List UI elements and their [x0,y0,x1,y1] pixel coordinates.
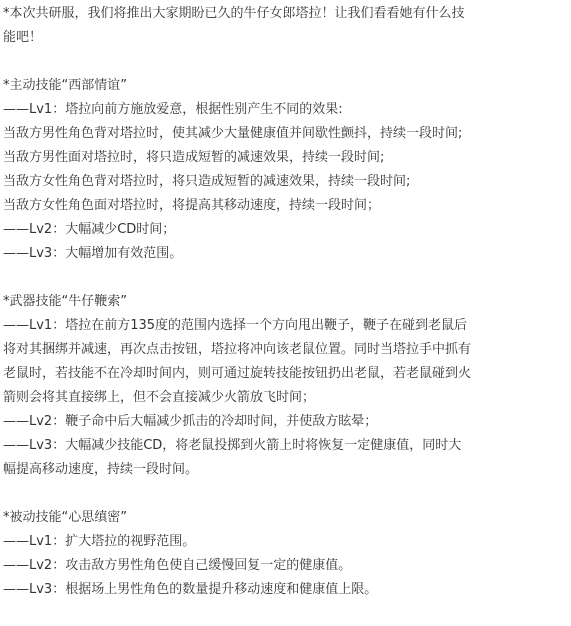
active-skill-effect-3: 当敌方女性角色背对塔拉时，将只造成短暂的减速效果，持续一段时间; [3,174,411,189]
weapon-skill-lv1-cont-3: 箭则会将其直接绑上，但不会直接减少火箭放飞时间； [3,390,316,405]
passive-skill-lv2: ——Lv2：攻击敌方男性角色使自己缓慢回复一定的健康值。 [3,558,352,573]
passive-skill-lv3: ——Lv3：根据场上男性角色的数量提升移动速度和健康值上限。 [3,582,378,597]
active-skill-effect-2: 当敌方男性面对塔拉时，将只造成短暂的减速效果，持续一段时间; [3,150,385,165]
active-skill-effect-1: 当敌方男性角色背对塔拉时，使其减少大量健康值并间歇性颤抖，持续一段时间; [3,126,463,141]
active-skill-effect-4: 当敌方女性角色面对塔拉时，将提高其移动速度，持续一段时间； [3,198,381,213]
weapon-skill-lv1-cont-2: 老鼠时，若技能不在冷却时间内，则可通过旋转技能按钮扔出老鼠，若老鼠碰到火 [3,366,472,381]
intro-line-1: *本次共研服，我们将推出大家期盼已久的牛仔女郎塔拉！让我们看看她有什么技 [3,6,465,21]
weapon-skill-lv3: ——Lv3：大幅减少技能CD，将老鼠投掷到火箭上时将恢复一定健康值，同时大 [3,438,462,453]
weapon-skill-title: *武器技能“牛仔鞭索” [3,294,127,309]
weapon-skill-lv3-cont: 幅提高移动速度，持续一段时间。 [3,462,199,477]
intro-line-2: 能吧！ [3,30,43,45]
passive-skill-lv1: ——Lv1：扩大塔拉的视野范围。 [3,534,196,549]
active-skill-lv2: ——Lv2：大幅减少CD时间； [3,222,176,237]
passive-skill-title: *被动技能“心思缜密” [3,510,127,525]
spacer [3,266,567,290]
active-skill-lv3: ——Lv3：大幅增加有效范围。 [3,246,183,261]
weapon-skill-lv1-cont-1: 将对其捆绑并减速，再次点击按钮，塔拉将冲向该老鼠位置。同时当塔拉手中抓有 [3,342,472,357]
active-skill-lv1: ——Lv1：塔拉向前方施放爱意，根据性别产生不同的效果: [3,102,343,117]
spacer [3,50,567,74]
spacer [3,482,567,506]
skill-description-document [3,2,567,602]
weapon-skill-lv1: ——Lv1：塔拉在前方135度的范围内选择一个方向甩出鞭子，鞭子在碰到老鼠后 [3,318,468,333]
weapon-skill-lv2: ——Lv2：鞭子命中后大幅减少抓击的冷却时间，并使敌方眩晕； [3,414,378,429]
active-skill-title: *主动技能“西部情谊” [3,78,127,93]
